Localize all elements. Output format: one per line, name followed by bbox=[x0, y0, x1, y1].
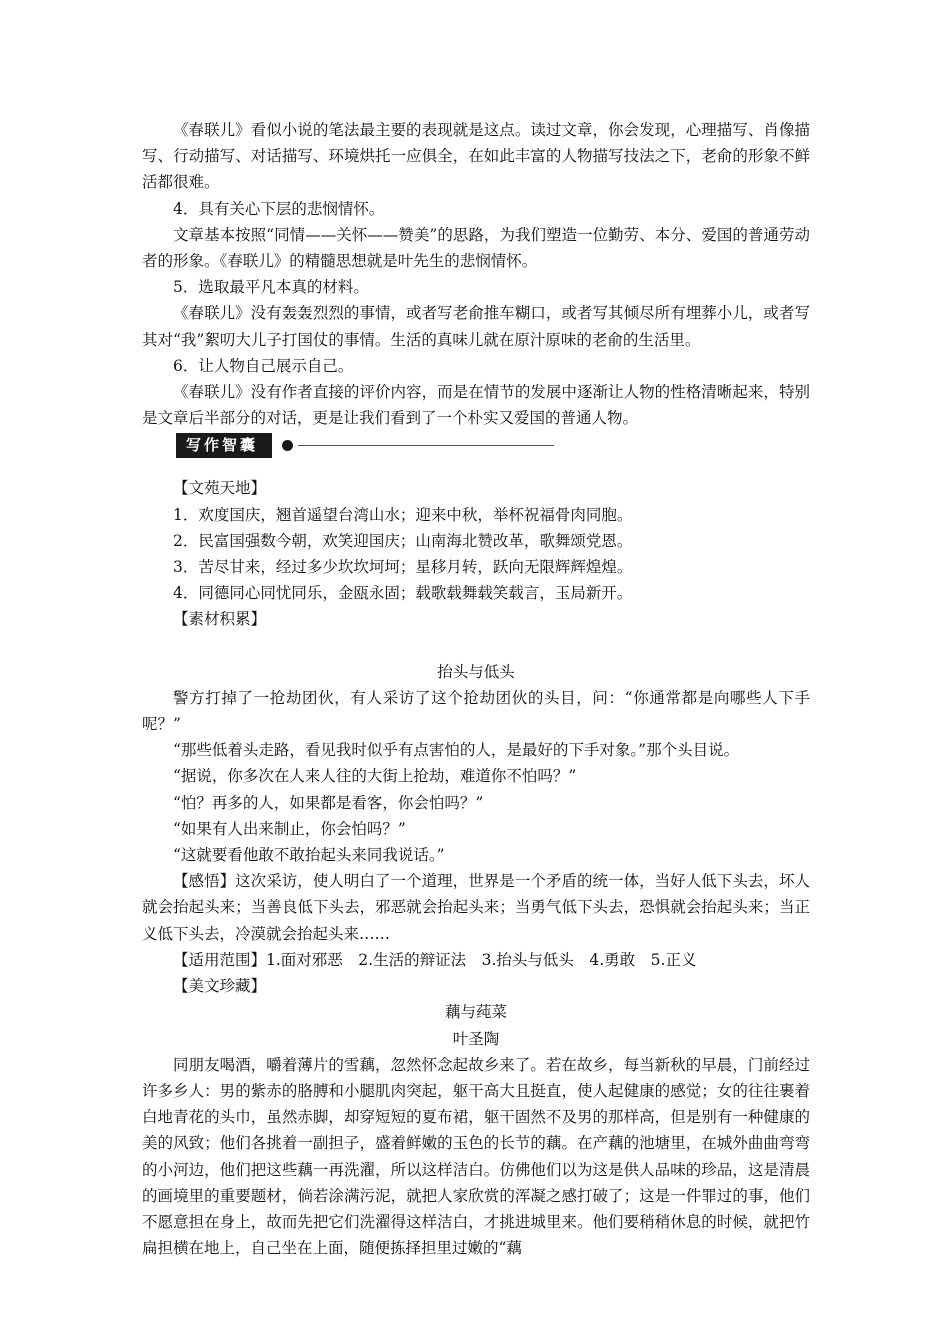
sucai-heading: 【素材积累】 bbox=[173, 610, 267, 629]
meiwen-heading: 【美文珍藏】 bbox=[173, 977, 267, 996]
fanwei-paragraph bbox=[142, 947, 810, 973]
point-4-heading: 4．具有关心下层的悲悯情怀。 bbox=[173, 199, 385, 218]
story-paragraph: “怕？再多的人，如果都是看客，你会怕吗？” bbox=[173, 793, 484, 812]
document-body bbox=[142, 117, 810, 1261]
wenyuan-item: 3．苦尽甘来，经过多少坎坎坷坷；星移月转，跃向无限辉辉煌煌。 bbox=[173, 558, 633, 577]
story-paragraph: “这就要看他敢不敢抬起头来同我说话。” bbox=[173, 846, 445, 865]
point-5-heading: 5．选取最平凡本真的材料。 bbox=[173, 278, 369, 297]
wenyuan-heading: 【文苑天地】 bbox=[173, 479, 267, 498]
story-paragraph: 警方打掉了一抢劫团伙，有人采访了这个抢劫团伙的头目，问：“你通常都是向哪些人下手呢？” bbox=[142, 688, 810, 734]
ganwu-text: 这次采访，使人明白了一个道理，世界是一个矛盾的统一体，当好人低下头去，坏人就会抬起头来；当善良低下头去，邪恶就会抬起头来；当勇气低下头去，恐惧就会抬起头来；当正义低下头去，冷漠就会抬起头来…… bbox=[142, 872, 810, 943]
wenyuan-item: 4．同德同心同忧同乐，金瓯永固；载歌载舞载笑载言，玉局新开。 bbox=[173, 584, 633, 603]
section-banner bbox=[176, 433, 810, 463]
paragraph-chunlian-technique: 《春联儿》看似小说的笔法最主要的表现就是这点。读过文章，你会发现，心理描写、肖像描写、行动描写、对话描写、环境烘托一应俱全，在如此丰富的人物描写技法之下，老俞的形象不鲜活都很难。 bbox=[142, 121, 810, 192]
essay-paragraph: 同朋友喝酒，嚼着薄片的雪藕，忽然怀念起故乡来了。若在故乡，每当新秋的早晨，门前经过许多乡人：男的紫赤的胳膊和小腿肌肉突起，躯干高大且挺直，使人起健康的感觉；女的往往裹着白地青花的头巾，虽然赤脚，却穿短短的夏布裙，躯干固然不及男的那样高，但是别有一种健康的美的风致；他们各挑着一副担子，盛着鲜嫩的玉色的长节的藕。在产藕的池塘里，在城外曲曲弯弯的小河边，他们把这些藕一再洗濯，所以这样洁白。仿佛他们以为这是供人品味的珍品，这是清晨的画境里的重要题材，倘若涂满污泥，就把人家欣赏的浑凝之感打破了；这是一件罪过的事，他们不愿意担在身上，故而先把它们洗濯得这样洁白，才挑进城里来。他们要稍稍休息的时候，就把竹扁担横在地上，自己坐在上面，随便拣择担里过嫩的“藕 bbox=[142, 1055, 810, 1258]
paragraph-point-4: 文章基本按照“同情——关怀——赞美”的思路，为我们塑造一位勤劳、本分、爱国的普通劳动者的形象。《春联儿》的精髓思想就是叶先生的悲悯情怀。 bbox=[142, 225, 810, 271]
wenyuan-item: 1．欢度国庆，翘首遥望台湾山水；迎来中秋，举杯祝福骨肉同胞。 bbox=[173, 505, 633, 524]
paragraph-point-5: 《春联儿》没有轰轰烈烈的事情，或者写老俞推车糊口，或者写其倾尽所有埋葬小儿，或者写其对“我”絮叨大儿子打国仗的事情。生活的真味儿就在原汁原味的老俞的生活里。 bbox=[142, 304, 810, 349]
story-paragraph: “那些低着头走路，看见我时似乎有点害怕的人，是最好的下手对象。”那个头目说。 bbox=[173, 741, 740, 760]
story-paragraph: “据说，你多次在人来人往的大街上抢劫，难道你不怕吗？” bbox=[173, 767, 577, 786]
article-title-ou: 藕与莼菜 bbox=[444, 1003, 507, 1022]
spacer bbox=[142, 633, 810, 659]
fanwei-text: 1.面对邪恶 2.生活的辩证法 3.抬头与低头 4.勇敢 5.正义 bbox=[266, 950, 697, 969]
banner-dot-icon bbox=[282, 440, 293, 451]
article-author: 叶圣陶 bbox=[452, 1029, 500, 1048]
banner-label: 写作智囊 bbox=[176, 433, 272, 458]
article-title-taitou: 抬头与低头 bbox=[437, 662, 515, 681]
ganwu-label: 【感悟】 bbox=[173, 872, 236, 891]
ganwu-paragraph bbox=[142, 868, 810, 947]
banner-rule bbox=[298, 445, 554, 446]
point-6-heading: 6．让人物自己展示自己。 bbox=[173, 356, 354, 375]
story-paragraph: “如果有人出来制止，你会怕吗？” bbox=[173, 819, 406, 838]
fanwei-label: 【适用范围】 bbox=[173, 950, 267, 969]
wenyuan-item: 2．民富国强数今朝，欢笑迎国庆；山南海北赞改革，歌舞颂党恩。 bbox=[173, 531, 633, 550]
paragraph-point-6: 《春联儿》没有作者直接的评价内容，而是在情节的发展中逐渐让人物的性格清晰起来，特别是文章后半部分的对话，更是让我们看到了一个朴实又爱国的普通人物。 bbox=[142, 383, 810, 428]
